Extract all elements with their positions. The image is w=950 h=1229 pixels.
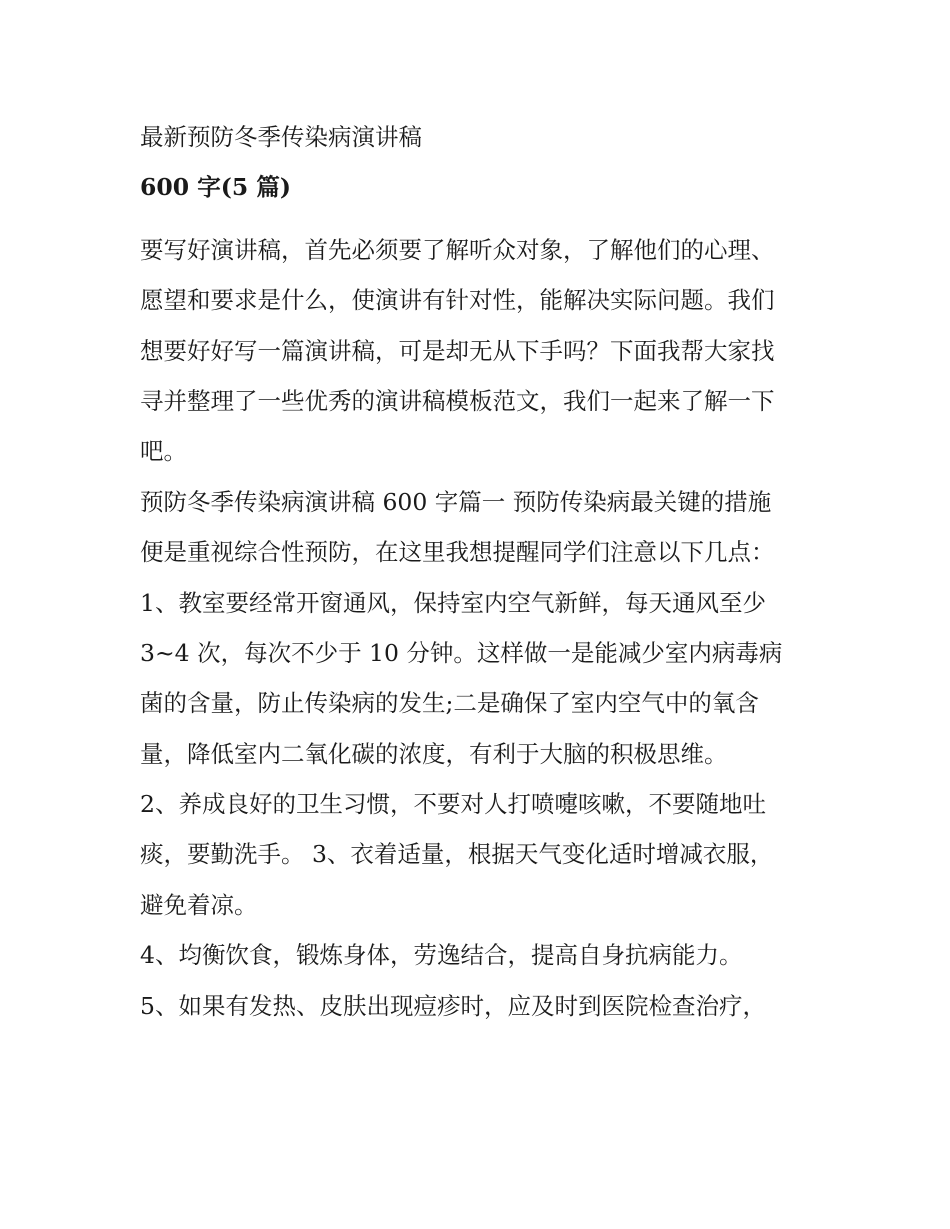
document-content [140,112,815,1031]
body-line: 3~4 次，每次不少于 10 分钟。这样做一是能减少室内病毒病 [140,638,783,667]
body-line: 5、如果有发热、皮肤出现痘疹时，应及时到医院检查治疗， [140,991,766,1020]
title-line-1: 最新预防冬季传染病演讲稿 [140,123,422,151]
body-line: 痰，要勤洗手。 3、衣着适量，根据天气变化适时增减衣服， [140,840,774,869]
document-body [140,225,815,1031]
body-line: 吧。 [140,437,187,466]
body-line: 预防冬季传染病演讲稿 600 字篇一 预防传染病最关键的措施 [140,487,772,516]
body-line: 4、均衡饮食，锻炼身体，劳逸结合，提高自身抗病能力。 [140,941,743,970]
body-line: 量，降低室内二氧化碳的浓度，有利于大脑的积极思维。 [140,739,728,768]
body-line: 要写好演讲稿，首先必须要了解听众对象，了解他们的心理、 [140,235,775,264]
body-line: 1、教室要经常开窗通风，保持室内空气新鲜，每天通风至少 [140,588,766,617]
body-line: 菌的含量，防止传染病的发生;二是确保了室内空气中的氧含 [140,689,759,718]
title-line-2: 600 字(5 篇) [140,173,292,202]
body-line: 寻并整理了一些优秀的演讲稿模板范文，我们一起来了解一下 [140,386,775,415]
body-line: 2、养成良好的卫生习惯，不要对人打喷嚏咳嗽，不要随地吐 [140,790,766,819]
body-line: 避免着凉。 [140,890,258,919]
document-title [140,112,815,213]
body-line: 便是重视综合性预防，在这里我想提醒同学们注意以下几点： [140,538,775,567]
body-line: 愿望和要求是什么，使演讲有针对性，能解决实际问题。我们 [140,286,775,315]
body-line: 想要好好写一篇演讲稿，可是却无从下手吗？下面我帮大家找 [140,336,775,365]
